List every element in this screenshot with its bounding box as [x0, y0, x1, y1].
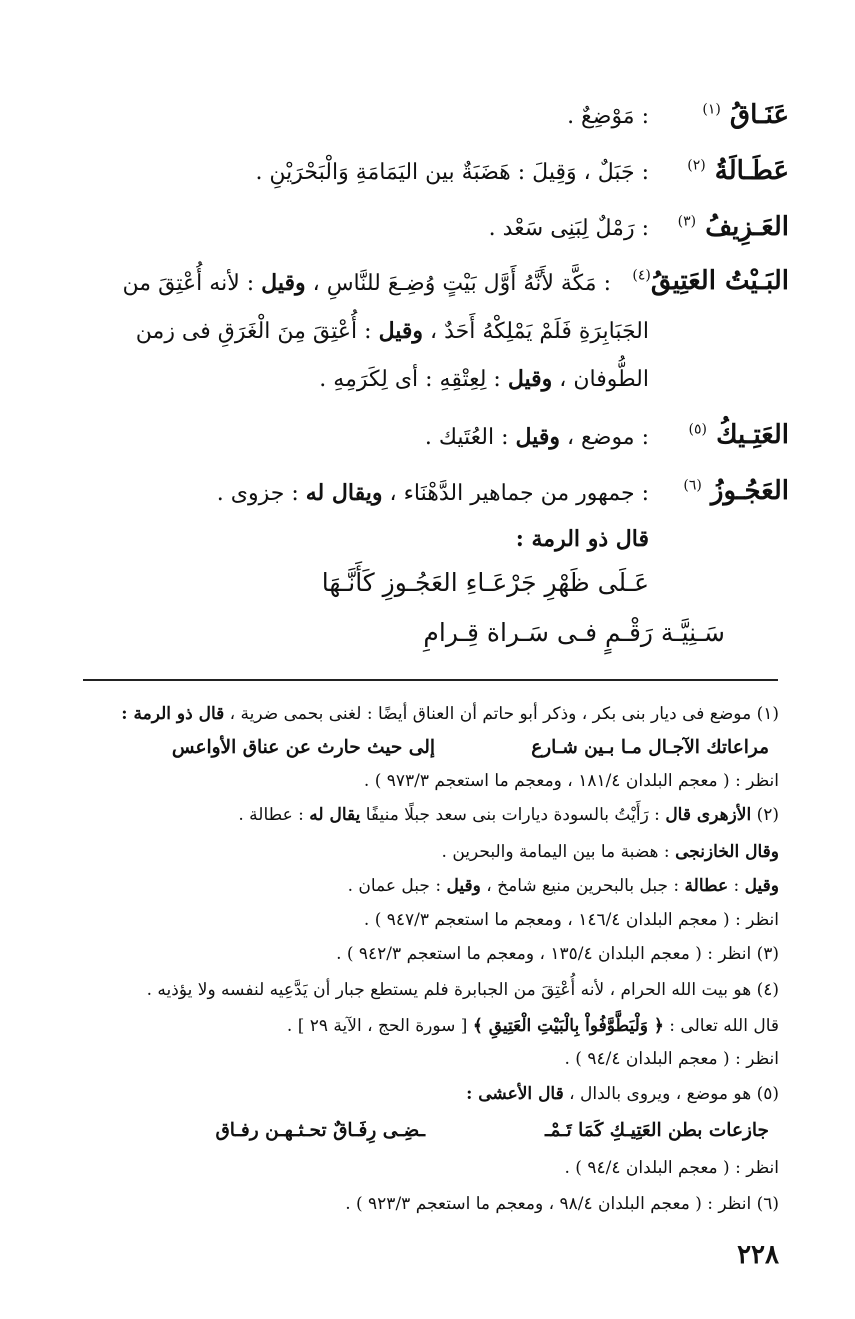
entry-term: العَتِـيكُ $^{(٥)}$ — [688, 420, 789, 450]
footnote-3: (٣) انظر : ( معجم البلدان ١٣٥/٤ ، ومعجم ما استعجم ٩٤٢/٣ ) . — [336, 944, 779, 964]
footnote-4-source: انظر : ( معجم البلدان ٩٤/٤ ) . — [564, 1049, 779, 1069]
footnote-5-verse-a: جازعات بطن العَتِيـكِ كَمَا تَـمْـ — [545, 1120, 769, 1141]
entry-definition-line: : مَكَّة لأَنَّهُ أَوَّل بَيْتٍ وُضِـعَ للنَّاسِ ، وقيل : لأنه أُعْتِقَ من — [122, 270, 611, 296]
footnote-1-verse-b: إلى حيث حارث عن عناق الأواعس — [171, 737, 435, 758]
entry-definition: : رَمْلٌ لِبَنِى سَعْد . — [488, 216, 649, 241]
poet-intro: قال ذو الرمة : — [515, 526, 649, 552]
verse-hemistich-1: عَـلَى ظَهْرِ جَرْعَـاءِ العَجُـوزِ كَأَنَّـهَا — [321, 568, 649, 597]
entry-definition: : جمهور من جماهير الدَّهْنَاء ، ويقال له : جزوى . — [216, 480, 649, 506]
footnote-4: (٤) هو بيت الله الحرام ، لأنه أُعْتِقَ من الجبابرة فلم يستطع جبار أن يَدَّعِيه لنفسه ولا يؤذيه . — [146, 980, 779, 1000]
footnote-5-source: انظر : ( معجم البلدان ٩٤/٤ ) . — [564, 1158, 779, 1178]
entry-term: العَجُـوزُ $^{(٦)}$ — [683, 476, 789, 506]
footnote-2-line: وقيل : عطالة : جبل بالبحرين منيع شامخ ، وقيل : جبل عمان . — [347, 876, 779, 896]
entry-term: عَطَـالَةُ $^{(٢)}$ — [687, 156, 789, 186]
verse-hemistich-2: سَـنِيَّـة رَقْـمٍ فـى سَـراة قِـرامِ — [423, 618, 725, 647]
footnote-5-verse-b: ـضِـى رِفَـاقٌ تحـثـهـن رفـاق — [215, 1120, 425, 1141]
footnote-6: (٦) انظر : ( معجم البلدان ٩٨/٤ ، ومعجم ما استعجم ٩٢٣/٣ ) . — [345, 1194, 779, 1214]
entry-definition: : موضع ، وقيل : العُتَيك . — [424, 424, 649, 450]
entry-definition-line: الطُّوفان ، وقيل : لِعِتْقِهِ : أى لِكَرَمِهِ . — [319, 366, 649, 392]
footnote-2-line: وقال الخازنجى : هضبة ما بين اليمامة والبحرين . — [441, 842, 779, 862]
entry-definition: : مَوْضِعٌ . — [567, 104, 649, 129]
footnote-separator — [83, 679, 778, 681]
footnote-2-source: انظر : ( معجم البلدان ١٤٦/٤ ، ومعجم ما استعجم ٩٤٧/٣ ) . — [363, 910, 779, 930]
entry-term: البَـيْتُ العَتِيقُ$^{(٤)}$ — [632, 266, 789, 296]
footnote-1-source: انظر : ( معجم البلدان ١٨١/٤ ، ومعجم ما استعجم ٩٧٣/٣ ) . — [363, 771, 779, 791]
entry-definition: : جَبَلٌ ، وَقِيلَ : هَضَبَةٌ بين اليَمَامَةِ وَالْبَحْرَيْنِ . — [255, 160, 649, 185]
entry-definition-line: الجَبَابِرَةِ فَلَمْ يَمْلِكْهُ أَحَدٌ ، وقيل : أُعْتِقَ مِنَ الْغَرَقِ فى زمن — [135, 318, 649, 344]
page-number: ٢٢٨ — [737, 1240, 779, 1270]
footnote-1-verse-a: مراعاتك الآجـال مـا بـين شـارع — [531, 737, 769, 758]
entry-term: العَـزِيفُ $^{(٣)}$ — [677, 212, 789, 242]
footnote-5: (٥) هو موضع ، ويروى بالدال ، قال الأعشى : — [466, 1084, 779, 1104]
entry-term: عَنَـاقُ $^{(١)}$ — [702, 100, 789, 130]
footnote-2: (٢) الأزهرى قال : رَأَيْتُ بالسودة ديارات بنى سعد جبلًا منيفًا يقال له : عطالة . — [238, 805, 779, 825]
footnote-1: (١) موضع فى ديار بنى بكر ، وذكر أبو حاتم أن العناق أيضًا : لغنى بحمى ضرية ، قال ذو الرمة : — [121, 704, 779, 724]
footnote-4-quran: قال الله تعالى : ﴿ وَلْيَطَّوَّفُواْ بِالْبَيْتِ الْعَتِيقِ ﴾ [ سورة الحج ، الآية ٢٩ ] . — [286, 1016, 779, 1036]
entry-bayt-atiq — [74, 266, 789, 396]
